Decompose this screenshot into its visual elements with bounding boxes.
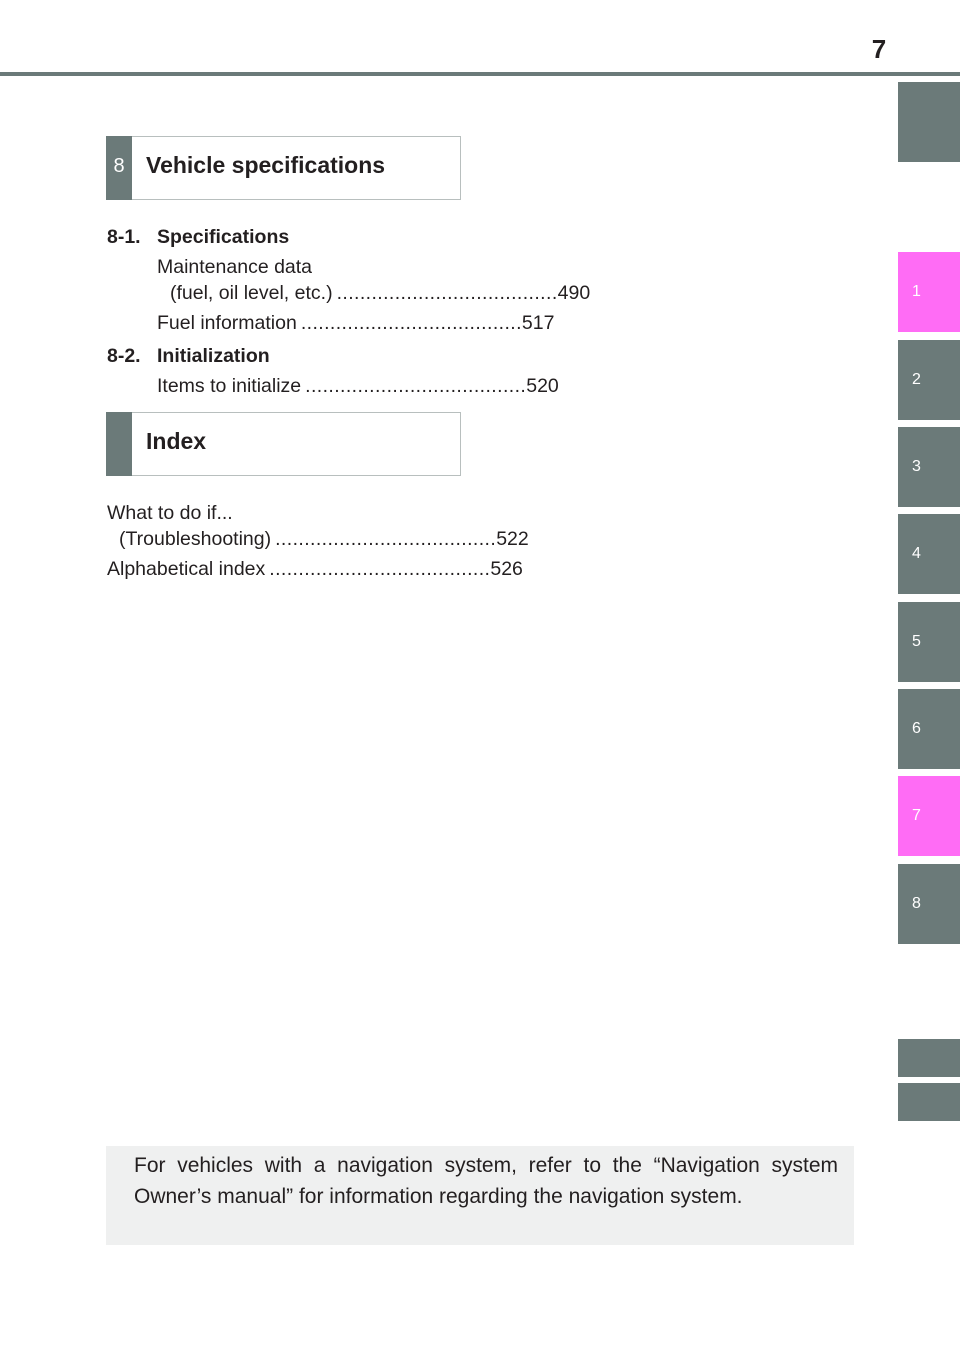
tab-blank-lower-1[interactable] bbox=[898, 1039, 960, 1077]
toc-label: Items to initialize bbox=[157, 375, 302, 397]
leader-dots: ...................................... bbox=[275, 528, 497, 550]
toc-entry-alphabetical-index[interactable] bbox=[107, 557, 523, 581]
page-number: 7 bbox=[871, 34, 887, 64]
toc-entry-maintenance-data-cont[interactable] bbox=[157, 281, 591, 305]
subsection-8-1[interactable] bbox=[107, 225, 141, 249]
section-marker bbox=[106, 412, 132, 476]
section-number-marker: 8 bbox=[106, 136, 132, 200]
tab-chapter-3[interactable]: 3 bbox=[898, 427, 960, 507]
tab-chapter-4[interactable]: 4 bbox=[898, 514, 960, 594]
leader-dots: ...................................... bbox=[305, 375, 527, 397]
toc-label: (Troubleshooting) bbox=[119, 528, 272, 550]
navigation-note-text: For vehicles with a navigation system, refer to the “Navigation system Owner’s manual” for information regarding the navigation system. bbox=[134, 1154, 838, 1208]
tab-blank-lower-2[interactable] bbox=[898, 1083, 960, 1121]
toc-entry-troubleshooting[interactable] bbox=[107, 527, 529, 551]
section-title: Vehicle specifications bbox=[146, 152, 386, 178]
toc-label: Alphabetical index bbox=[107, 558, 266, 580]
toc-page-number: 522 bbox=[496, 528, 529, 550]
tab-chapter-7[interactable]: 7 bbox=[898, 776, 960, 856]
leader-dots: ...................................... bbox=[269, 558, 491, 580]
toc-page-number: 517 bbox=[521, 312, 555, 334]
toc-label: (fuel, oil level, etc.) bbox=[170, 282, 333, 304]
toc-entry-fuel-information[interactable] bbox=[157, 311, 555, 335]
toc-entry-items-to-initialize[interactable] bbox=[157, 374, 559, 398]
leader-dots: ...................................... bbox=[336, 282, 558, 304]
header-rule bbox=[0, 72, 960, 76]
subsection-8-2-title[interactable]: Initialization bbox=[157, 345, 270, 367]
navigation-note-box bbox=[106, 1146, 854, 1245]
toc-page-number: 490 bbox=[557, 282, 591, 304]
tab-chapter-8[interactable]: 8 bbox=[898, 864, 960, 944]
subsection-8-2[interactable]: 8-2. bbox=[107, 345, 141, 367]
leader-dots: ...................................... bbox=[300, 312, 522, 334]
tab-chapter-1[interactable]: 1 bbox=[898, 252, 960, 332]
toc-entry-maintenance-data[interactable]: Maintenance data bbox=[157, 256, 313, 278]
tab-chapter-5[interactable]: 5 bbox=[898, 602, 960, 682]
subsection-8-1-title[interactable]: Specifications bbox=[157, 226, 290, 248]
tab-blank-top[interactable] bbox=[898, 82, 960, 162]
toc-label: Fuel information bbox=[157, 312, 297, 334]
section-header-vehicle-specifications bbox=[106, 136, 461, 200]
section-title: Index bbox=[146, 428, 207, 454]
tab-chapter-2[interactable]: 2 bbox=[898, 340, 960, 420]
toc-page-number: 526 bbox=[490, 558, 523, 580]
toc-entry-what-to-do-if[interactable]: What to do if... bbox=[107, 502, 233, 524]
subsection-number: 8-1. bbox=[107, 226, 141, 248]
tab-chapter-6[interactable]: 6 bbox=[898, 689, 960, 769]
toc-page-number: 520 bbox=[526, 375, 559, 397]
section-header-index bbox=[106, 412, 461, 476]
